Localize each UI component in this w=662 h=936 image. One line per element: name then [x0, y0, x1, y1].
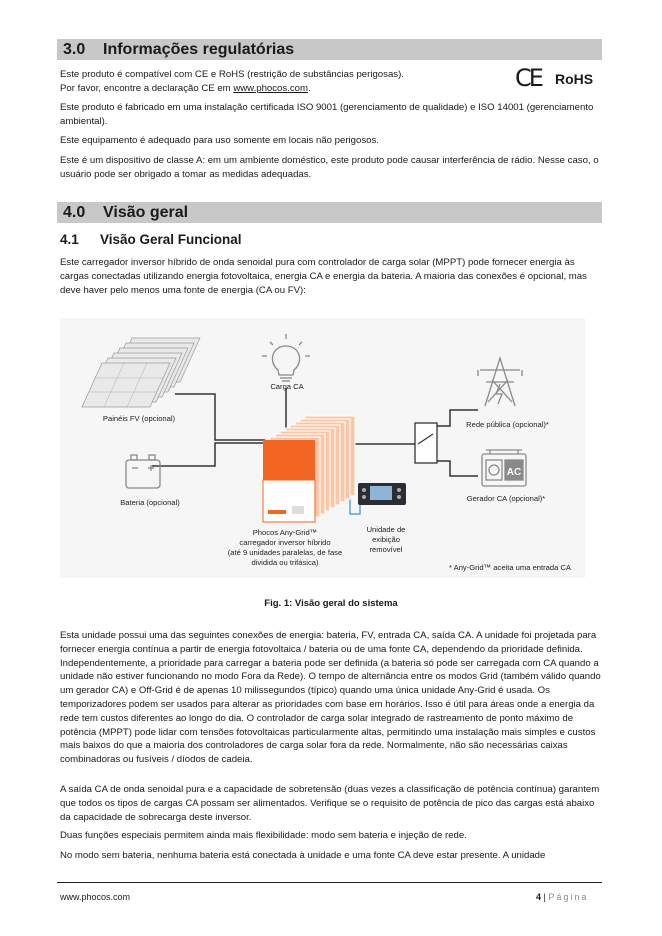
inverter-label-line: Phocos Any-Grid™	[252, 528, 318, 537]
display-unit-icon	[358, 483, 406, 505]
generator-ac-text: AC	[506, 467, 522, 478]
reg-paragraph-1	[60, 68, 500, 96]
inverter-label-line: (até 9 unidades paralelas, de fase	[227, 548, 343, 557]
reg-line-1: Este produto é compatível com CE e RoHS (restrição de substâncias perigosas).	[60, 69, 404, 80]
rohs-mark: RoHS	[555, 71, 594, 87]
section-number: 4.0	[63, 204, 86, 221]
display-label-line: removível	[369, 545, 403, 554]
phocos-link[interactable]: www.phocos.com	[233, 82, 308, 94]
footer-url[interactable]: www.phocos.com	[60, 892, 131, 902]
reg-paragraph-3: Este equipamento é adequado para uso somente em locais não perigosos.	[60, 135, 379, 146]
display-label-line: exibição	[372, 535, 400, 544]
subsection-number: 4.1	[60, 232, 79, 247]
body-paragraph-3: Duas funções especiais permitem ainda mais flexibilidade: modo sem bateria e injeção de rede.	[60, 830, 467, 841]
page-separator: |	[543, 892, 546, 902]
inverter-label-line: dividida ou trifásica)	[251, 558, 319, 567]
subsection-title: Visão Geral Funcional	[100, 232, 242, 247]
generator-label: Gerador CA (opcional)*	[466, 494, 546, 503]
body-paragraph-2: A saída CA de onda senoidal pura e a capacidade de sobretensão (duas vezes a classificação de potência contínua) garantem que todos os tipos de cargas CA possam ser alimentados. Verifique se o requisito de potência de pico das cargas está abaixo da capacidade de sobrecarga deste inversor.	[60, 784, 600, 823]
section-4-header	[57, 202, 602, 223]
grid-label: Rede pública (opcional)*	[466, 420, 549, 429]
section-title: Visão geral	[103, 204, 189, 221]
load-label: Carga CA	[270, 382, 304, 391]
reg-line-2: Por favor, encontre a declaração CE em	[60, 82, 234, 94]
diagram-footnote: * Any-Grid™ aceita uma entrada CA	[449, 563, 571, 572]
ce-rohs-marks	[515, 66, 605, 92]
display-label	[358, 525, 414, 555]
body-paragraph-4: No modo sem bateria, nenhuma bateria está conectada à unidade e uma fonte CA deve estar presente. A unidade	[60, 850, 546, 861]
pv-label: Painéis FV (opcional)	[102, 414, 176, 423]
body-paragraph-1: Esta unidade possui uma das seguintes conexões de energia: bateria, FV, entrada CA, saída CA. A unidade foi projetada para fornecer energia contínua a partir de energia fotovoltaica / bateria ou de uma fonte CA, dependendo da prioridade definida. Independentemente, a prioridade para carregar a bateria pode ser definida (a bateria só pode ser carregada com CA quando a unidade não estiver funcionando no modo Fora da Rede). O tempo de alternância entre os modos Grid (também válido quando um gerador CA) e Off-Grid é de apenas 10 milissegundos (típico) quando uma única unidade Any-Grid é usada. Os temporizadores podem ser usados para alterar as prioridades com base em horários. Isso é útil para áreas onde a energia da rede tem custos diferentes ao longo do dia. O controlador de carga solar integrado de rastreamento de ponto máximo de potência (MPPT) pode lidar com tensões fotovoltaicas particularmente altas, permitindo uma instalação mais simples e custos mais baixos do que a maioria dos controladores de carga solar fora da rede. Normalmente, não são necessárias caixas combinadoras ou fusíveis / díodos de cadeia.	[60, 630, 601, 766]
footer-divider	[57, 882, 602, 883]
section-number: 3.0	[63, 41, 86, 58]
page-number: 4	[536, 892, 542, 902]
subsection-4-1	[60, 232, 242, 247]
intro-paragraph: Este carregador inversor híbrido de onda senoidal pura com controlador de carga solar (MPPT) pode fornecer energia às cargas conectadas utilizando energia fotovoltaica, energia CA e energia da bateria. A maioria das conexões é opcional, mas deve haver pelo menos uma fonte de energia (CA ou FV):	[60, 257, 587, 296]
page-word: Página	[548, 892, 589, 902]
section-title: Informações regulatórias	[103, 41, 295, 58]
section-3-header	[57, 39, 602, 60]
transfer-switch	[415, 423, 437, 463]
page-indicator	[536, 892, 588, 902]
figure-caption: Fig. 1: Visão geral do sistema	[264, 598, 398, 609]
inverter-panel	[263, 480, 315, 522]
reg-paragraph-2: Este produto é fabricado em uma instalação certificada ISO 9001 (gerenciamento de qualidade) e ISO 14001 (gerenciamento ambiental).	[60, 102, 594, 127]
battery-label: Bateria (opcional)	[120, 498, 180, 507]
ce-mark: CE	[515, 64, 541, 92]
inverter-label	[220, 528, 350, 568]
system-diagram	[60, 318, 585, 578]
reg-line-2-end: .	[307, 82, 311, 94]
display-label-line: Unidade de	[366, 525, 406, 534]
reg-paragraph-4: Este é um dispositivo de classe A: em um ambiente doméstico, este produto pode causar interferência de rádio. Nesse caso, o usuário pode ser obrigado a tomar as medidas adequadas.	[60, 155, 599, 180]
inverter-label-line: carregador inversor híbrido	[239, 538, 331, 547]
